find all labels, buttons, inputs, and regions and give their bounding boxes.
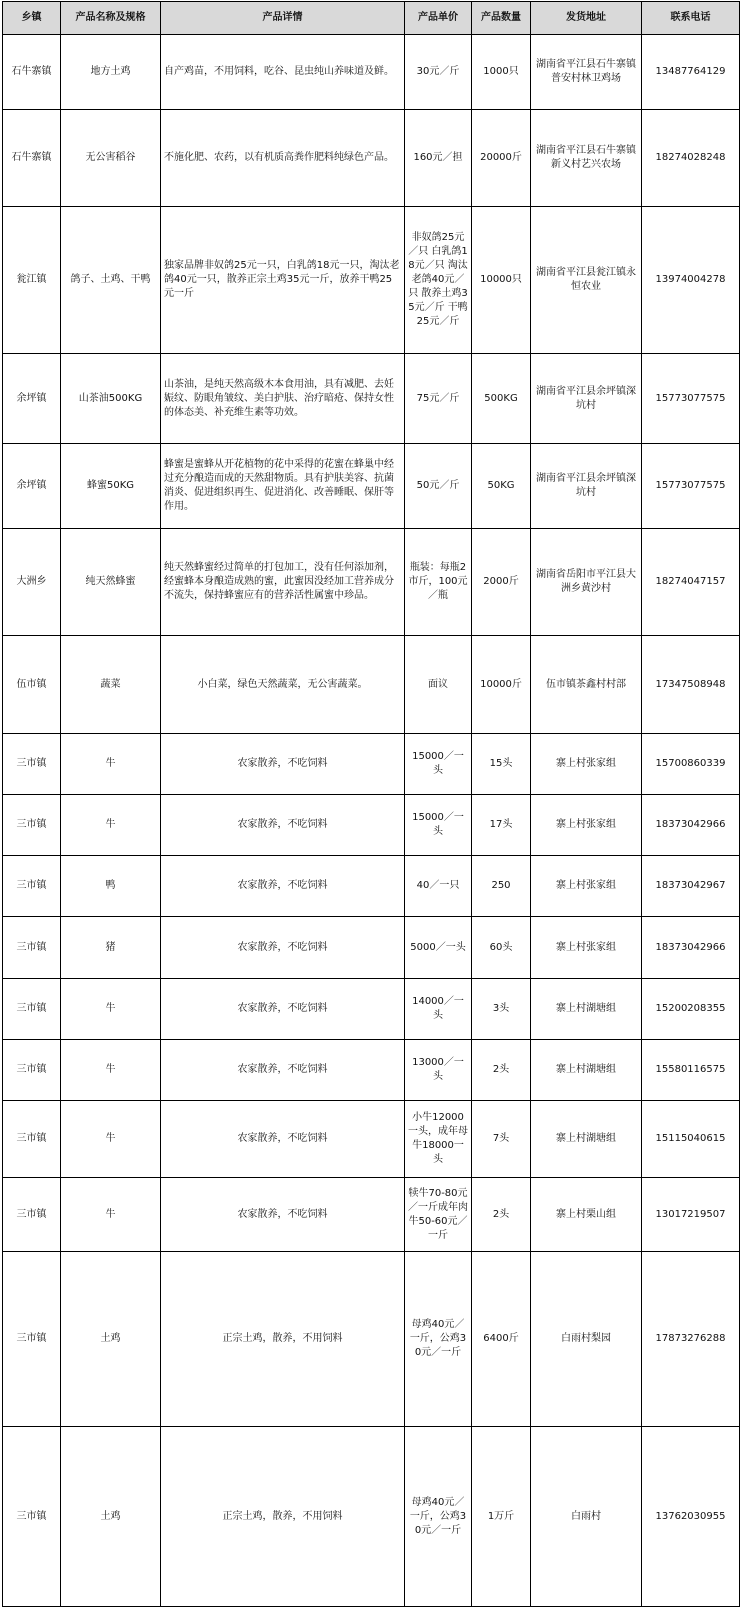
product-cell: 土鸡 — [61, 1252, 161, 1427]
header-phone: 联系电话 — [642, 2, 740, 35]
town-cell: 余坪镇 — [3, 444, 61, 529]
phone-cell: 15200208355 — [642, 979, 740, 1040]
product-cell: 牛 — [61, 979, 161, 1040]
table-row — [3, 529, 740, 636]
detail-cell: 农家散养，不吃饲料 — [161, 917, 405, 979]
detail-cell: 自产鸡苗，不用饲料，吃谷、昆虫纯山养味道及鲜。 — [161, 35, 405, 110]
town-cell: 余坪镇 — [3, 354, 61, 444]
product-table — [2, 1, 740, 1607]
detail-cell: 农家散养，不吃饲料 — [161, 795, 405, 856]
detail-cell: 独家品牌非奴鸽25元一只，白乳鸽18元一只，淘汰老鸽40元一只，散养正宗土鸡35元一斤，放养干鸭25元一斤 — [161, 207, 405, 354]
address-cell: 寨上村湖塘组 — [531, 979, 642, 1040]
phone-cell: 18373042966 — [642, 795, 740, 856]
quantity-cell: 6400斤 — [472, 1252, 531, 1427]
table-row — [3, 354, 740, 444]
phone-cell: 18373042966 — [642, 917, 740, 979]
table-row — [3, 444, 740, 529]
quantity-cell: 3头 — [472, 979, 531, 1040]
town-cell: 三市镇 — [3, 1252, 61, 1427]
phone-cell: 18373042967 — [642, 856, 740, 917]
price-cell: 瓶装：每瓶2市斤，100元／瓶 — [405, 529, 472, 636]
detail-cell: 农家散养，不吃饲料 — [161, 979, 405, 1040]
quantity-cell: 2头 — [472, 1178, 531, 1252]
detail-cell: 不施化肥、农药，以有机质高粪作肥料纯绿色产品。 — [161, 110, 405, 207]
product-cell: 牛 — [61, 1040, 161, 1101]
table-body — [3, 35, 740, 1607]
table-row — [3, 1427, 740, 1607]
phone-cell: 13762030955 — [642, 1427, 740, 1607]
product-cell: 鸭 — [61, 856, 161, 917]
address-cell: 寨上村张家组 — [531, 734, 642, 795]
town-cell: 大洲乡 — [3, 529, 61, 636]
detail-cell: 蜂蜜是蜜蜂从开花植物的花中采得的花蜜在蜂巢中经过充分酿造而成的天然甜物质。具有护肤美容、抗菌消炎、促进组织再生、促进消化、改善睡眠、保肝等作用。 — [161, 444, 405, 529]
address-cell: 湖南省平江县余坪镇深坑村 — [531, 444, 642, 529]
phone-cell: 15773077575 — [642, 354, 740, 444]
header-quantity: 产品数量 — [472, 2, 531, 35]
phone-cell: 15700860339 — [642, 734, 740, 795]
address-cell: 寨上村张家组 — [531, 795, 642, 856]
quantity-cell: 10000斤 — [472, 636, 531, 734]
town-cell: 三市镇 — [3, 1427, 61, 1607]
product-cell: 蔬菜 — [61, 636, 161, 734]
price-cell: 15000／一头 — [405, 795, 472, 856]
quantity-cell: 2000斤 — [472, 529, 531, 636]
address-cell: 湖南省平江县瓮江镇永恒农业 — [531, 207, 642, 354]
town-cell: 石牛寨镇 — [3, 110, 61, 207]
town-cell: 三市镇 — [3, 1178, 61, 1252]
detail-cell: 山茶油，是纯天然高级木本食用油，具有减肥、去妊娠纹、防眼角皱纹、美白护肤、治疗暗疮、保持女性的体态美、补充维生素等功效。 — [161, 354, 405, 444]
quantity-cell: 2头 — [472, 1040, 531, 1101]
quantity-cell: 20000斤 — [472, 110, 531, 207]
address-cell: 伍市镇茶鑫村村部 — [531, 636, 642, 734]
quantity-cell: 17头 — [472, 795, 531, 856]
header-product: 产品名称及规格 — [61, 2, 161, 35]
product-cell: 牛 — [61, 795, 161, 856]
price-cell: 75元／斤 — [405, 354, 472, 444]
quantity-cell: 10000只 — [472, 207, 531, 354]
detail-cell: 正宗土鸡，散养，不用饲料 — [161, 1252, 405, 1427]
table-row — [3, 636, 740, 734]
product-cell: 牛 — [61, 1101, 161, 1178]
address-cell: 寨上村张家组 — [531, 917, 642, 979]
quantity-cell: 60头 — [472, 917, 531, 979]
detail-cell: 农家散养，不吃饲料 — [161, 1101, 405, 1178]
table-row — [3, 734, 740, 795]
phone-cell: 17873276288 — [642, 1252, 740, 1427]
product-cell: 山茶油500KG — [61, 354, 161, 444]
town-cell: 三市镇 — [3, 734, 61, 795]
price-cell: 母鸡40元／一斤，公鸡30元／一斤 — [405, 1252, 472, 1427]
address-cell: 寨上村栗山组 — [531, 1178, 642, 1252]
address-cell: 寨上村湖塘组 — [531, 1101, 642, 1178]
quantity-cell: 250 — [472, 856, 531, 917]
price-cell: 犊牛70-80元／一斤成年肉牛50-60元／一斤 — [405, 1178, 472, 1252]
header-price: 产品单价 — [405, 2, 472, 35]
table-row — [3, 856, 740, 917]
price-cell: 小牛12000一头，成年母牛18000一头 — [405, 1101, 472, 1178]
phone-cell: 17347508948 — [642, 636, 740, 734]
product-cell: 猪 — [61, 917, 161, 979]
town-cell: 石牛寨镇 — [3, 35, 61, 110]
phone-cell: 13974004278 — [642, 207, 740, 354]
table-row — [3, 795, 740, 856]
quantity-cell: 15头 — [472, 734, 531, 795]
price-cell: 13000／一头 — [405, 1040, 472, 1101]
phone-cell: 18274028248 — [642, 110, 740, 207]
phone-cell: 13017219507 — [642, 1178, 740, 1252]
product-cell: 地方土鸡 — [61, 35, 161, 110]
header-row — [3, 2, 740, 35]
detail-cell: 农家散养，不吃饲料 — [161, 734, 405, 795]
table-row — [3, 207, 740, 354]
phone-cell: 15773077575 — [642, 444, 740, 529]
phone-cell: 15580116575 — [642, 1040, 740, 1101]
address-cell: 白雨村 — [531, 1427, 642, 1607]
address-cell: 寨上村张家组 — [531, 856, 642, 917]
header-town: 乡镇 — [3, 2, 61, 35]
address-cell: 湖南省平江县余坪镇深坑村 — [531, 354, 642, 444]
detail-cell: 农家散养，不吃饲料 — [161, 1178, 405, 1252]
product-cell: 牛 — [61, 1178, 161, 1252]
product-cell: 纯天然蜂蜜 — [61, 529, 161, 636]
price-cell: 50元／斤 — [405, 444, 472, 529]
quantity-cell: 50KG — [472, 444, 531, 529]
town-cell: 瓮江镇 — [3, 207, 61, 354]
address-cell: 寨上村湖塘组 — [531, 1040, 642, 1101]
town-cell: 三市镇 — [3, 856, 61, 917]
detail-cell: 农家散养，不吃饲料 — [161, 856, 405, 917]
price-cell: 非奴鸽25元／只 白乳鸽18元／只 淘汰老鸽40元／只 散养土鸡35元／斤 干鸭25元／斤 — [405, 207, 472, 354]
detail-cell: 农家散养，不吃饲料 — [161, 1040, 405, 1101]
town-cell: 三市镇 — [3, 979, 61, 1040]
product-cell: 无公害稻谷 — [61, 110, 161, 207]
table-row — [3, 1252, 740, 1427]
price-cell: 15000／一头 — [405, 734, 472, 795]
price-cell: 面议 — [405, 636, 472, 734]
detail-cell: 小白菜，绿色天然蔬菜，无公害蔬菜。 — [161, 636, 405, 734]
detail-cell: 正宗土鸡，散养，不用饲料 — [161, 1427, 405, 1607]
town-cell: 伍市镇 — [3, 636, 61, 734]
phone-cell: 15115040615 — [642, 1101, 740, 1178]
table-row — [3, 979, 740, 1040]
phone-cell: 18274047157 — [642, 529, 740, 636]
town-cell: 三市镇 — [3, 1040, 61, 1101]
product-cell: 牛 — [61, 734, 161, 795]
town-cell: 三市镇 — [3, 1101, 61, 1178]
town-cell: 三市镇 — [3, 795, 61, 856]
quantity-cell: 500KG — [472, 354, 531, 444]
price-cell: 30元／斤 — [405, 35, 472, 110]
table-row — [3, 1040, 740, 1101]
table-row — [3, 35, 740, 110]
price-cell: 母鸡40元／一斤，公鸡30元／一斤 — [405, 1427, 472, 1607]
address-cell: 白雨村梨园 — [531, 1252, 642, 1427]
product-cell: 蜂蜜50KG — [61, 444, 161, 529]
table-row — [3, 917, 740, 979]
quantity-cell: 7头 — [472, 1101, 531, 1178]
header-address: 发货地址 — [531, 2, 642, 35]
table-row — [3, 1178, 740, 1252]
address-cell: 湖南省平江县石牛寨镇普安村林卫鸡场 — [531, 35, 642, 110]
table-row — [3, 110, 740, 207]
address-cell: 湖南省岳阳市平江县大洲乡黄沙村 — [531, 529, 642, 636]
phone-cell: 13487764129 — [642, 35, 740, 110]
table-row — [3, 1101, 740, 1178]
price-cell: 160元／担 — [405, 110, 472, 207]
quantity-cell: 1万斤 — [472, 1427, 531, 1607]
address-cell: 湖南省平江县石牛寨镇新义村艺兴农场 — [531, 110, 642, 207]
header-detail: 产品详情 — [161, 2, 405, 35]
price-cell: 5000／一头 — [405, 917, 472, 979]
price-cell: 40／一只 — [405, 856, 472, 917]
product-cell: 鸽子、土鸡、干鸭 — [61, 207, 161, 354]
price-cell: 14000／一头 — [405, 979, 472, 1040]
quantity-cell: 1000只 — [472, 35, 531, 110]
town-cell: 三市镇 — [3, 917, 61, 979]
product-cell: 土鸡 — [61, 1427, 161, 1607]
detail-cell: 纯天然蜂蜜经过简单的打包加工，没有任何添加剂，经蜜蜂本身酿造成熟的蜜，此蜜因没经加工营养成分不流失，保持蜂蜜应有的营养活性属蜜中珍品。 — [161, 529, 405, 636]
